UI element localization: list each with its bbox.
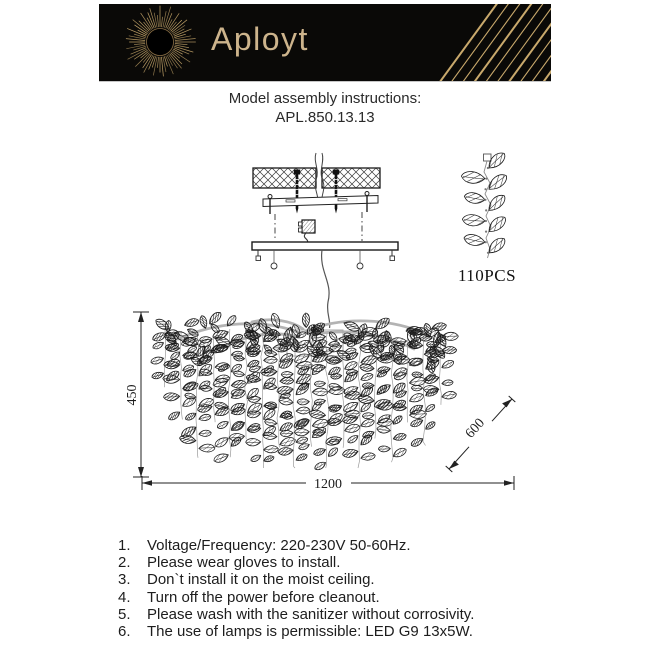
- chandelier-leaf-body: [151, 311, 459, 471]
- instruction-item: [118, 606, 558, 623]
- assembly-diagram: [0, 140, 650, 540]
- instruction-number: 1.: [118, 537, 131, 554]
- terminal-block: [299, 220, 316, 242]
- instruction-text: Don`t install it on the moist ceiling.: [147, 571, 375, 589]
- instruction-number: 4.: [118, 588, 131, 606]
- dim-height-label: 450: [125, 384, 140, 406]
- instruction-text: Turn off the power before cleanout.: [147, 588, 380, 606]
- instruction-item: [118, 554, 558, 571]
- instruction-item: [118, 571, 558, 588]
- dimension-depth: [446, 396, 516, 472]
- brand-name: Aployt: [211, 21, 309, 57]
- dimension-width: [142, 476, 514, 492]
- instructions-list: [118, 537, 558, 640]
- instruction-number: 5.: [118, 605, 131, 623]
- instruction-number: 3.: [118, 571, 131, 589]
- rays-decoration-icon: [426, 4, 551, 81]
- instruction-text: The use of lamps is permissible: LED G9 13x5W.: [147, 623, 473, 641]
- model-code: APL.850.13.13: [275, 109, 375, 126]
- mounting-bracket: [263, 192, 378, 215]
- leaf-strand-detail: [458, 151, 516, 285]
- dim-depth-label: 600: [462, 415, 488, 442]
- dim-width-label: 1200: [314, 477, 342, 492]
- supply-wires: [315, 153, 324, 204]
- title-block: [0, 90, 650, 127]
- instruction-text: Voltage/Frequency: 220-230V 50-60Hz.: [147, 537, 411, 554]
- instruction-number: 2.: [118, 554, 131, 572]
- instruction-item: [118, 623, 558, 640]
- sunburst-logo-icon: [112, 4, 208, 81]
- instruction-text: Please wear gloves to install.: [147, 554, 341, 572]
- leaf-count-label: 110PCS: [457, 266, 517, 285]
- instruction-item: [118, 537, 558, 554]
- instruction-item: [118, 589, 558, 606]
- dimension-height: [125, 312, 149, 477]
- instruction-number: 6.: [118, 623, 131, 641]
- alignment-lines: [275, 212, 362, 241]
- brand-banner: [99, 4, 551, 81]
- page-title: Model assembly instructions:: [228, 90, 422, 107]
- instruction-text: Please wash with the sanitizer without corrosivity.: [147, 605, 475, 623]
